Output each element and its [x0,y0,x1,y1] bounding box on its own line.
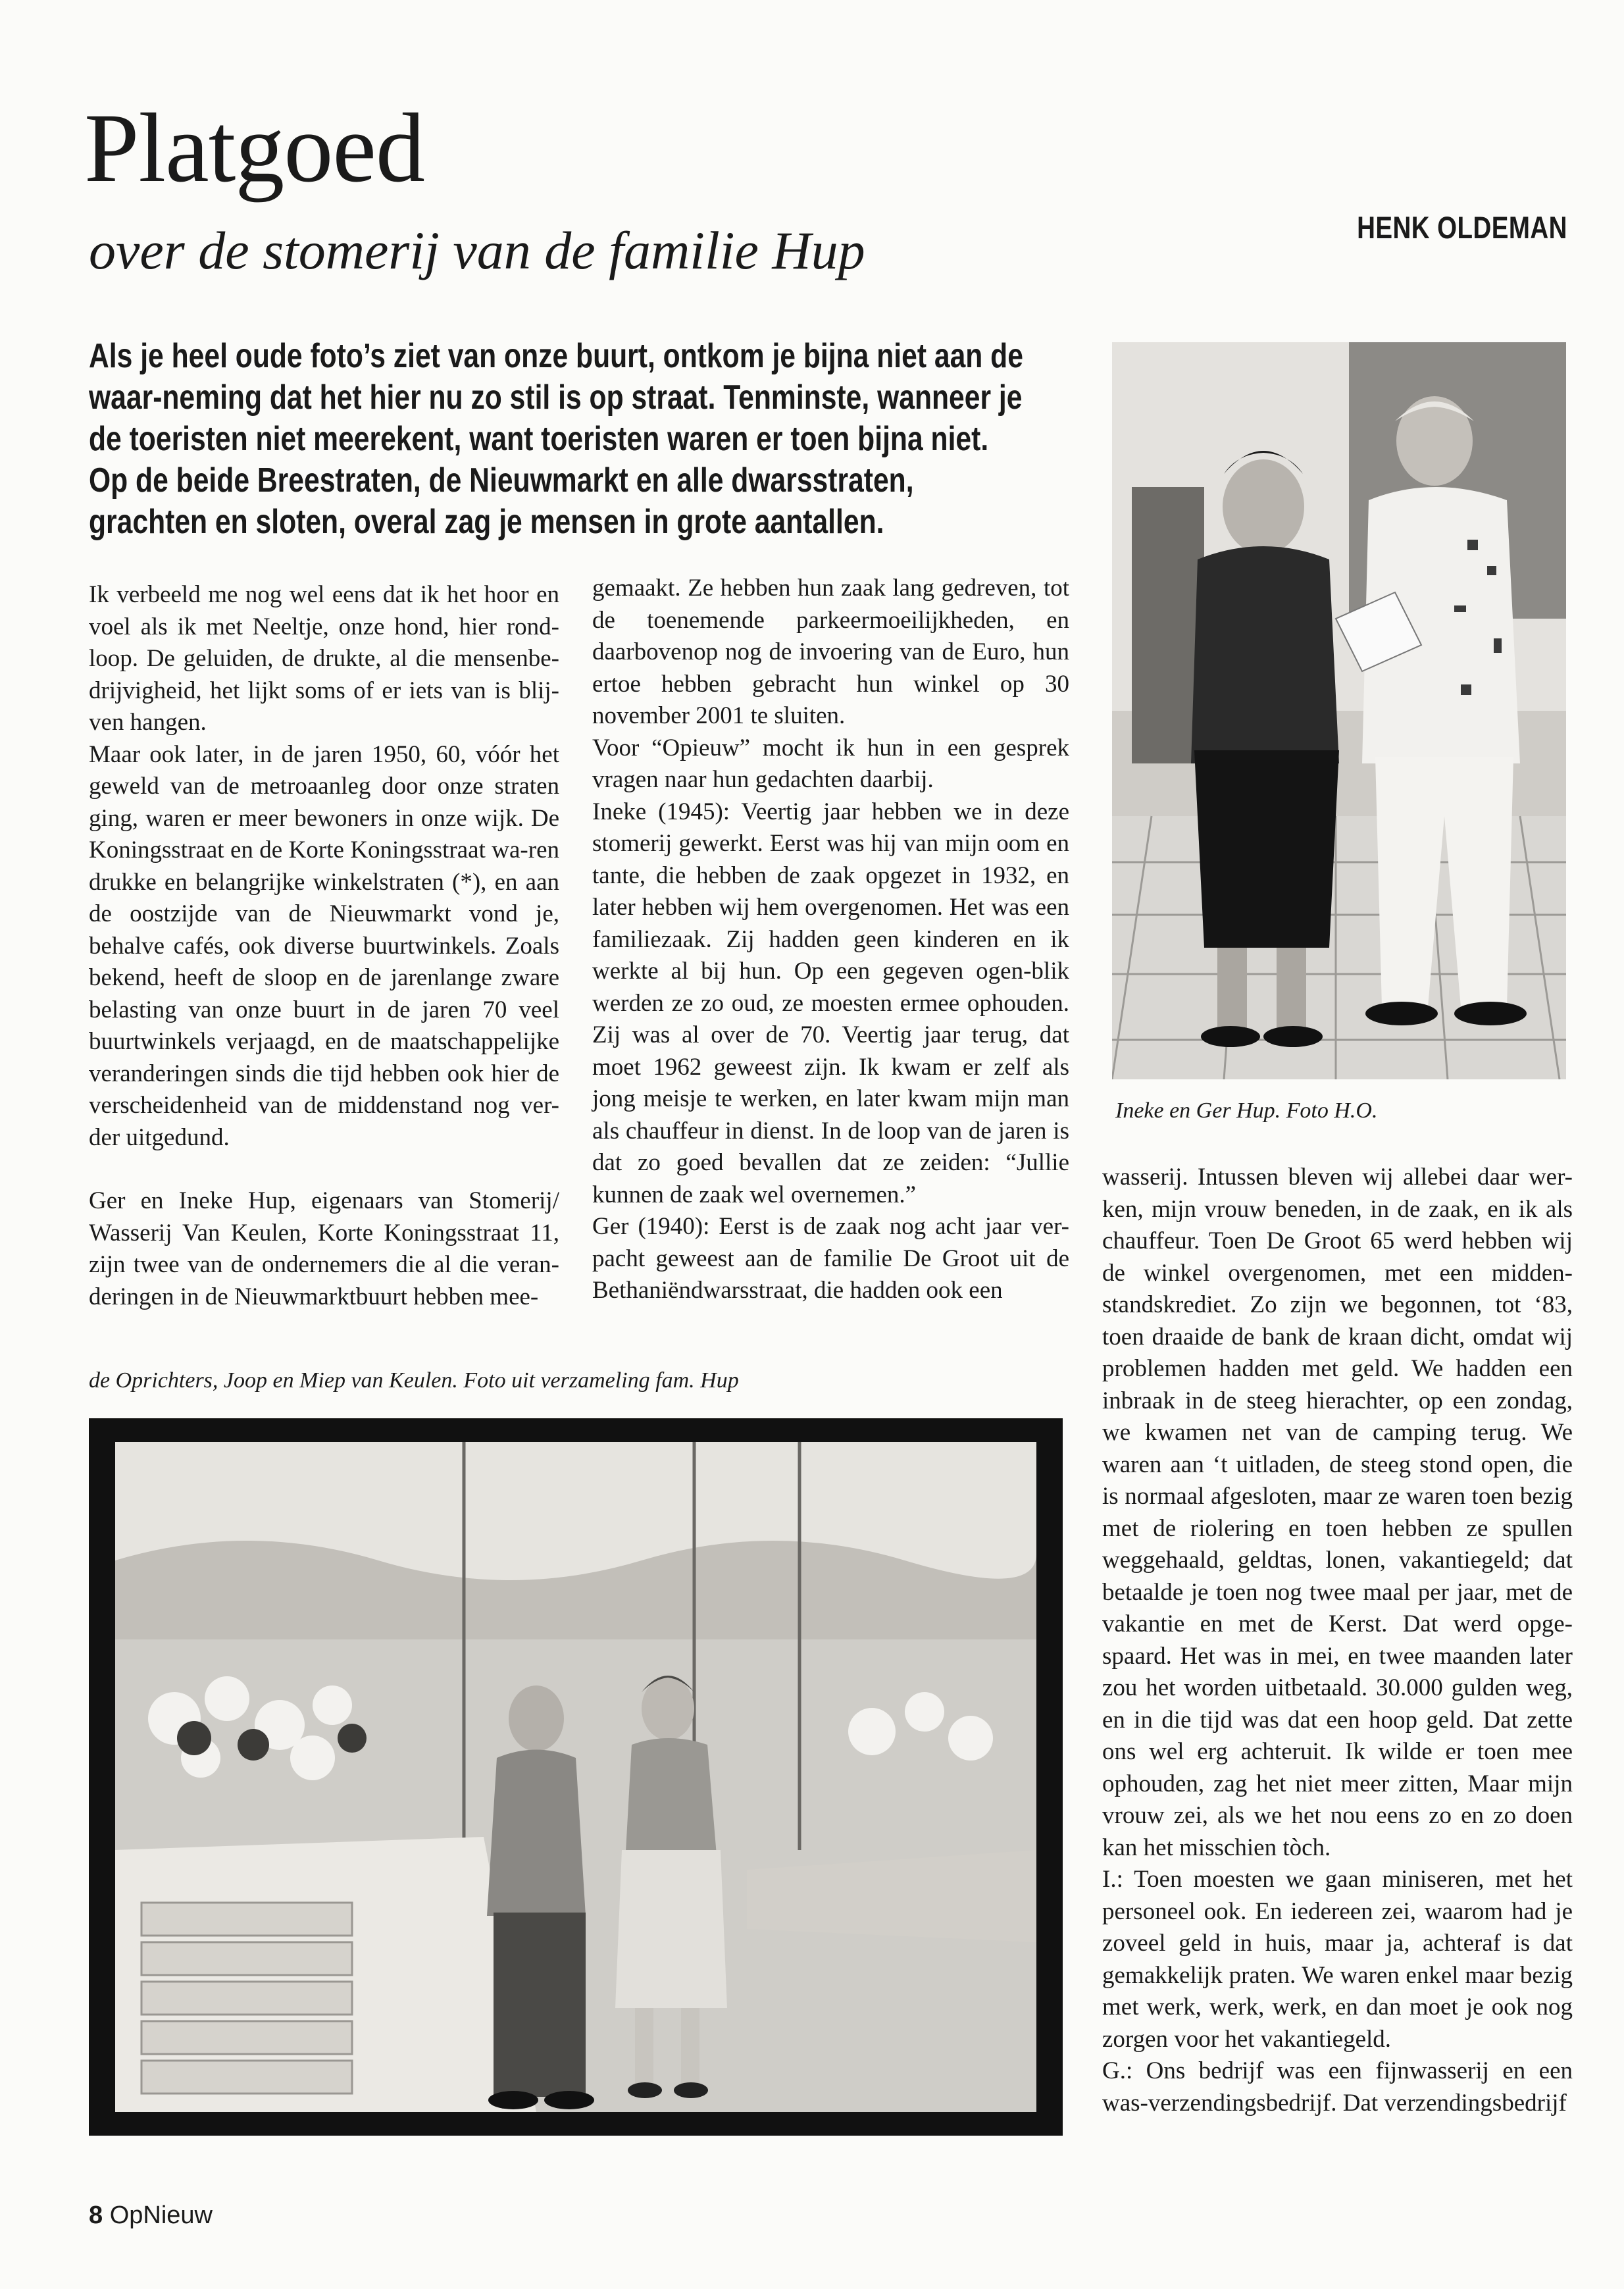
photo-frame-mat [115,1442,1036,2112]
paragraph: Ger en Ineke Hup, eigenaars van Stomerij/ Wasserij Van Keulen, Korte Koningsstraat 11, zijn twee van de ondernemers die al die veran-deringen in de Nieuwmarktbuurt hebben mee- [89,1187,559,1310]
text-column-2 [592,573,1069,1307]
paragraph: wasserij. Intussen bleven wij allebei daar wer-ken, mijn vrouw beneden, in de zaak, en ik als chauffeur. Toen De Groot 65 werd hebben wij de winkel overgenomen, met een midden-standskrediet. Zo zijn we begonnen, tot ‘83, toen draaide de bank de kraan dicht, omdat wij problemen hadden met geld. We hadden een inbraak in de steeg hierachter, op een zondag, we kwamen net van de camping terug. We waren aan ‘t uitladen, de steeg stond open, die is normaal afgesloten, maar ze waren toen bezig met de riolering en toen hebben ze spullen weggehaald, geldtas, lonen, vakantiegeld; dat betaalde je toen nog twee maal per jaar, met de vakantie en met de Kerst. Dat werd opge-spaard. Het was in mei, en twee maanden later zou het worden uitbetaald. 30.000 gulden weg, en in die tijd was dat een hoop geld. Dat zette ons wel erg achteruit. Ik wilde er toen mee ophouden, zag het niet meer zitten, Maar mijn vrouw zei, als we het nou eens zo en zo doen kan het misschien tòch. [1102,1164,1573,1861]
text-column-1 [89,579,559,1313]
photo-couple [1112,342,1566,1079]
paragraph: gemaakt. Ze hebben hun zaak lang gedreven, tot de toenemende parkeermoeilijkheden, en daarbovenop nog de invoering van de Euro, hun ertoe hebben gebracht hun winkel op 30 november 2001 te sluiten. [592,575,1069,729]
paragraph: Ineke (1945): Veertig jaar hebben we in deze stomerij gewerkt. Eerst was hij van mijn oom en tante, die hebben de zaak opgezet in 1932, en later hebben wij hem overgenomen. Het was een familiezaak. Zij hadden geen kinderen en ik werkte al bij hun. Op een gegeven ogen-blik werden ze zo oud, ze moesten ermee ophouden. Zij was al over de 70. Veertig jaar terug, dat moet 1962 geweest zijn. Ik kwam er zelf als jong meisje te werken, en later kwam mijn man als chauffeur in dienst. In de loop van de jaren is dat zo goed bevallen dat ze zeiden: “Jullie kunnen de zaak wel overnemen.” [592,798,1069,1208]
intro-text-2: Op de beide Breestraten, de Nieuwmarkt en alle dwarsstraten, grachten en sloten, overal zag je mensen in grote aantallen. [89,461,914,541]
paragraph: Maar ook later, in de jaren 1950, 60, vóór het geweld van de metroaanleg door onze straten ging, waren er meer bewoners in onze wijk. De Koningsstraat en de Korte Koningsstraat wa-ren drukke en belangrijke winkelstraten (*), en aan de oostzijde van de Nieuwmarkt vond je, behalve cafés, ook diverse buurtwinkels. Zoals bekend, heeft de sloop en de jarenlange zware belasting van onze buurt in de jaren 70 veel buurtwinkels verjaagd, en de maatschappelijke veranderingen sinds die tijd hebben ook hier de verscheidenheid van de middenstand nog ver-der uitgedund. [89,740,559,1151]
article-subtitle: over de stomerij van de familie Hup [89,220,865,280]
intro-text-1: Als je heel oude foto’s ziet van onze buurt, ontkom je bijna niet aan de waar-neming dat het hier nu zo stil is op straat. Tenminste, wanneer je de toeristen niet meerekent, want toeristen waren er toen bijna niet. [89,337,1023,458]
text-column-3 [1102,1162,1573,2119]
article-title: Platgoed [84,93,424,203]
photo-caption-couple: Ineke en Ger Hup. Foto H.O. [1115,1098,1378,1123]
intro-paragraph [89,336,1033,543]
paragraph: G.: Ons bedrijf was een fijnwasserij en een was-verzendingsbedrijf. Dat verzendingsbedrijf [1102,2057,1573,2117]
paragraph: I.: Toen moesten we gaan miniseren, met het personeel ook. En iedereen zei, waarom had je zoveel geld in huis, maar ja, achteraf is dat gemakkelijk praten. We waren enkel maar bezig met werk, werk, werk, en dan moet je ook nog zorgen voor het vakantiegeld. [1102,1866,1573,2053]
magazine-name: OpNieuw [109,2201,213,2229]
photo-founders-illustration [115,1442,1036,2112]
photo-couple-illustration [1112,342,1566,1079]
page-footer [89,2201,213,2230]
photo-caption-founders: de Oprichters, Joop en Miep van Keulen. Foto uit verzameling fam. Hup [89,1368,739,1393]
page-number: 8 [89,2201,103,2229]
paragraph: Ger (1940): Eerst is de zaak nog acht jaar ver-pacht geweest aan de familie De Groot uit de Bethaniëndwarsstraat, die hadden ook een [592,1213,1069,1304]
paragraph: Voor “Opieuw” mocht ik hun in een gesprek vragen naar hun gedachten daarbij. [592,734,1069,793]
photo-founders [89,1418,1063,2136]
paragraph: Ik verbeeld me nog wel eens dat ik het hoor en voel als ik met Neeltje, onze hond, hier rond-loop. De geluiden, de drukte, al die mensenbe-drijvigheid, het lijkt soms of er iets van is blij-ven hangen. [89,581,559,736]
author-name: HENK OLDEMAN [1357,210,1567,245]
